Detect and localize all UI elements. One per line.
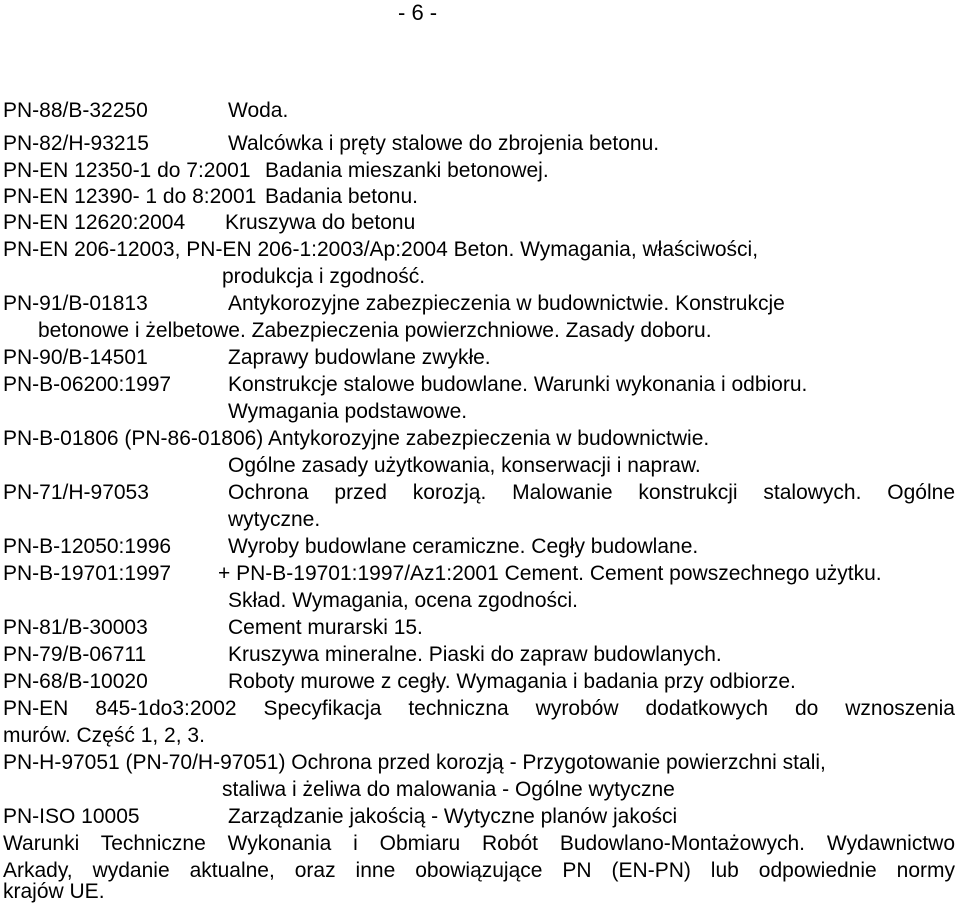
standard-title: Badania mieszanki betonowej. [265,159,549,182]
closing-line-text: Arkady, wydanie aktualne, oraz inne obowiązujące PN (EN-PN) lub odpowiednie normy [3,859,955,882]
reference-row [0,425,960,452]
reference-continuation [0,587,960,614]
closing-line-text: krajów UE. [3,880,105,903]
standard-code: PN-EN 12390- 1 do 8:2001 [3,185,257,208]
reference-row [0,290,960,317]
reference-continuation [0,722,960,749]
standard-entry: PN-EN 206-12003, PN-EN 206-1:2003/Ap:2004 Beton. Wymagania, właściwości, [3,238,759,261]
reference-row [0,209,960,236]
standard-code: PN-ISO 10005 [3,805,140,828]
standard-code: PN-91/B-01813 [3,292,148,315]
reference-row [0,479,960,506]
closing-line-text: Warunki Techniczne Wykonania i Obmiaru Robót Budowlano-Montażowych. Wydawnictwo [3,832,955,855]
standard-title: Kruszywa do betonu [225,211,416,234]
standard-entry: PN-H-97051 (PN-70/H-97051) Ochrona przed korozją - Przygotowanie powierzchni stali, [3,751,826,774]
standard-code: PN-81/B-30003 [3,616,148,639]
standard-title-continuation: wytyczne. [228,508,321,531]
standard-title-continuation: produkcja i zgodność. [222,265,426,288]
standard-title: Antykorozyjne zabezpieczenia w budownictwie. Konstrukcje [228,292,785,315]
standard-code: PN-71/H-97053 [3,481,149,504]
standard-title: Cement murarski 15. [228,616,423,639]
reference-row [0,614,960,641]
standard-title: Ochrona przed korozją. Malowanie konstrukcji stalowych. Ogólne [228,481,955,504]
standard-code: PN-82/H-93215 [3,132,149,155]
standard-title: Woda. [228,99,289,122]
page-number: - 6 - [398,0,438,25]
standard-entry: PN-B-01806 (PN-86-01806) Antykorozyjne zabezpieczenia w budownictwie. [3,427,710,450]
reference-continuation [0,776,960,803]
standard-title: Zarządzanie jakością - Wytyczne planów jakości [228,805,678,828]
reference-row [0,344,960,371]
standard-title-continuation: Ogólne zasady użytkowania, konserwacji i napraw. [228,454,701,477]
reference-row [0,695,960,722]
standard-code: PN-B-19701:1997 [3,562,172,585]
closing-line [0,830,960,857]
standard-code: PN-EN 12350-1 do 7:2001 [3,159,251,182]
reference-continuation [0,398,960,425]
reference-row [0,157,960,184]
standard-title: Zaprawy budowlane zwykłe. [228,346,491,369]
standard-title-continuation: Wymagania podstawowe. [228,400,468,423]
reference-continuation [0,263,960,290]
reference-row [0,560,960,587]
standard-title: Roboty murowe z cegły. Wymagania i badania przy odbiorze. [228,670,796,693]
standard-code: PN-88/B-32250 [3,99,148,122]
reference-row [0,236,960,263]
reference-row [0,183,960,210]
standard-title-continuation: betonowe i żelbetowe. Zabezpieczenia powierzchniowe. Zasady doboru. [38,319,712,342]
standard-code: PN-EN 12620:2004 [3,211,186,234]
standard-title: Badania betonu. [265,185,418,208]
standard-title-continuation: staliwa i żeliwa do malowania - Ogólne wytyczne [222,778,675,801]
reference-row [0,533,960,560]
reference-row [0,803,960,830]
standard-entry: PN-EN 845-1do3:2002 Specyfikacja techniczna wyrobów dodatkowych do wznoszenia [3,697,955,720]
standard-title: Kruszywa mineralne. Piaski do zapraw budowlanych. [228,643,722,666]
standard-code: PN-79/B-06711 [3,643,147,666]
reference-continuation [0,506,960,533]
reference-row [0,130,960,157]
closing-line [0,878,960,905]
reference-continuation [0,317,960,344]
reference-row [0,668,960,695]
standard-code: PN-90/B-14501 [3,346,148,369]
reference-row [0,97,960,124]
standard-code: PN-68/B-10020 [3,670,148,693]
reference-row [0,749,960,776]
standard-code: PN-B-12050:1996 [3,535,172,558]
standard-code: PN-B-06200:1997 [3,373,172,396]
standard-title-continuation: Skład. Wymagania, ocena zgodności. [228,589,579,612]
reference-continuation [0,452,960,479]
standard-title: + PN-B-19701:1997/Az1:2001 Cement. Cement powszechnego użytku. [218,562,882,585]
standard-title: Wyroby budowlane ceramiczne. Cegły budowlane. [228,535,699,558]
standard-title-continuation: murów. Część 1, 2, 3. [3,724,205,747]
reference-row [0,371,960,398]
standard-title: Walcówka i pręty stalowe do zbrojenia betonu. [228,132,660,155]
standard-title: Konstrukcje stalowe budowlane. Warunki wykonania i odbioru. [228,373,808,396]
reference-row [0,641,960,668]
